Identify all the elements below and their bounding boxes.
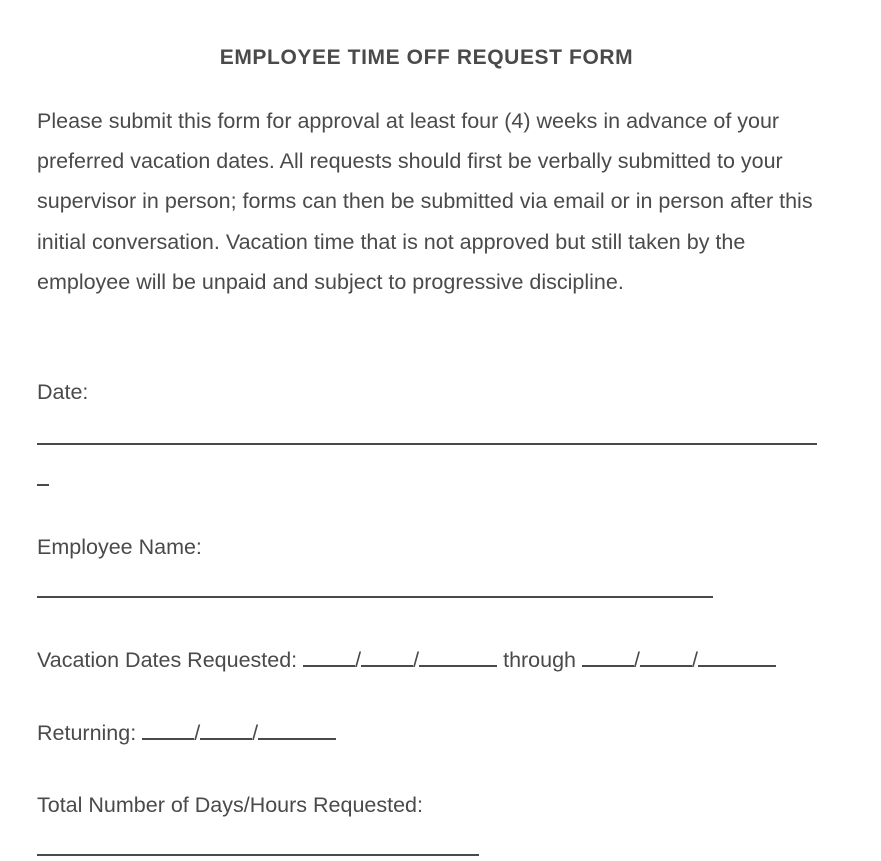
returning-label: Returning: bbox=[37, 721, 137, 745]
date-separator: / bbox=[194, 721, 201, 745]
returning-year-field[interactable] bbox=[258, 720, 336, 740]
returning-day-field[interactable] bbox=[200, 720, 252, 740]
employee-name-label: Employee Name: bbox=[37, 535, 202, 559]
total-days-hours-label: Total Number of Days/Hours Requested: bbox=[37, 793, 423, 817]
date-separator: / bbox=[691, 648, 698, 672]
date-separator: / bbox=[634, 648, 640, 672]
form-title: EMPLOYEE TIME OFF REQUEST FORM bbox=[219, 46, 634, 69]
vacation-start-year-field[interactable] bbox=[419, 647, 497, 667]
date-field-line[interactable] bbox=[37, 443, 817, 445]
employee-name-field-line[interactable] bbox=[37, 596, 713, 598]
date-label: Date: bbox=[37, 380, 89, 404]
total-days-hours-field-line[interactable] bbox=[37, 854, 479, 856]
date-separator: / bbox=[355, 648, 362, 672]
vacation-dates-label: Vacation Dates Requested: bbox=[37, 648, 298, 672]
vacation-start-day-field[interactable] bbox=[361, 647, 413, 667]
returning-row bbox=[37, 720, 336, 746]
returning-month-field[interactable] bbox=[142, 720, 194, 740]
vacation-start-month-field[interactable] bbox=[303, 647, 355, 667]
vacation-end-month-field[interactable] bbox=[582, 647, 634, 667]
vacation-end-day-field[interactable] bbox=[640, 647, 692, 667]
form-instructions: Please submit this form for approval at least four (4) weeks in advance of your preferred vacation dates. All requests should first be verbally submitted to your supervisor in person; forms can then be submitted via email or in person after this initial conversation. Vacation time that is not approved but still taken by the employee will be unpaid and subject to progressive discipline. bbox=[37, 109, 813, 294]
vacation-dates-row bbox=[37, 647, 776, 673]
date-field-line-overflow bbox=[37, 484, 49, 486]
through-label: through bbox=[503, 648, 577, 672]
date-separator: / bbox=[252, 721, 259, 745]
vacation-end-year-field[interactable] bbox=[698, 647, 776, 667]
date-separator: / bbox=[413, 648, 420, 672]
